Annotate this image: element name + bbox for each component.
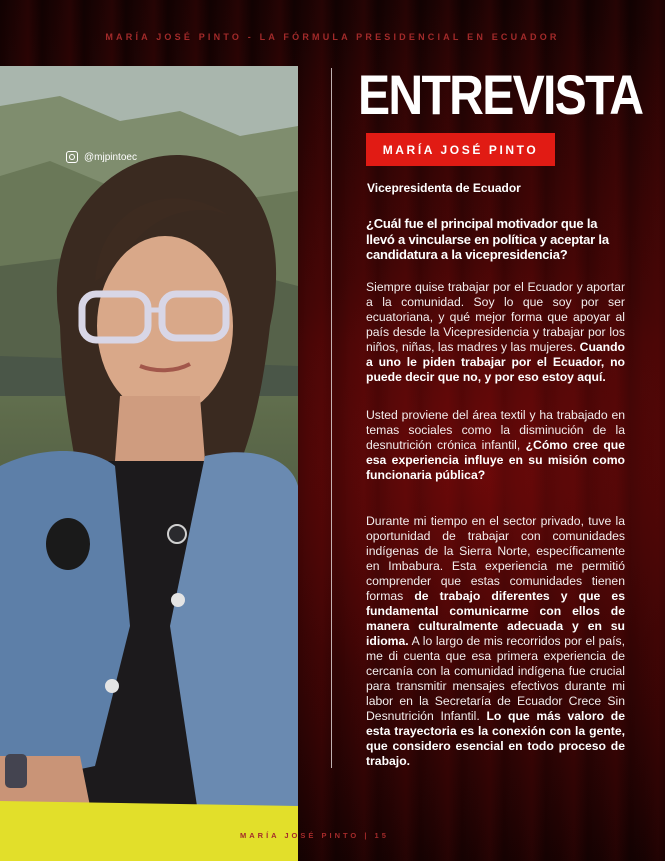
page-title: ENTREVISTA: [358, 63, 643, 126]
running-header: MARÍA JOSÉ PINTO - LA FÓRMULA PRESIDENCIAL EN ECUADOR: [105, 32, 560, 42]
instagram-icon: [66, 151, 78, 163]
portrait-photo: [0, 66, 298, 861]
vertical-divider: [331, 68, 332, 768]
answer-2-text-1: Durante mi tiempo en el sector privado, tuve la oportunidad de trabajar con comunidades indígenas de la Sierra Norte, específicamente en Imbabura. Esta experiencia me permitió comprender que estas comunidades tienen formas: [366, 514, 625, 603]
question-2-text: Usted proviene del área textil y ha trabajado en temas sociales como la disminución de la desnutrición crónica infantil,: [366, 408, 625, 452]
answer-1-bold: Cuando a uno le piden trabajar por el Ecuador, no puede decir que no, y por eso estoy aquí.: [366, 340, 625, 384]
role-subtitle: Vicepresidenta de Ecuador: [367, 181, 521, 195]
answer-2-bold-2: Lo que más valoro de esta trayectoria es la conexión con la gente, que considero esencial en todo proceso de trabajo.: [366, 709, 625, 768]
name-badge: MARÍA JOSÉ PINTO: [366, 133, 555, 166]
woman-figure: [0, 66, 298, 861]
question-1: ¿Cuál fue el principal motivador que la llevó a vincularse en política y aceptar la candidatura a la vicepresidencia?: [366, 216, 609, 262]
question-2: [366, 408, 625, 483]
answer-1-text: Siempre quise trabajar por el Ecuador y aportar a la comunidad. Soy lo que soy por ser ecuatoriana, y qué mejor forma que apoyar al país desde la Vicepresidencia y trabajar por los niños, niñas, las madres y las mujeres.: [366, 280, 625, 354]
page-footer: MARÍA JOSÉ PINTO | 15: [240, 831, 389, 840]
answer-2-bold-1: de trabajo diferentes y que es fundamental comunicarme con ellos de manera culturalmente adecuada y en su idioma.: [366, 589, 625, 648]
social-handle[interactable]: [66, 151, 137, 163]
answer-2-text-2: A lo largo de mis recorridos por el país, me di cuenta que esa primera experiencia de cercanía con la comunidad indígena fue crucial para transmitir mensajes efectivos durante mi labor en la Secretaría de Ecuador Crece Sin Desnutrición Infantil.: [366, 634, 625, 723]
social-handle-text: @mjpintoec: [84, 151, 137, 163]
answer-2: [366, 514, 625, 769]
answer-1: [366, 280, 625, 385]
question-2-bold: ¿Cómo cree que esa experiencia influye en su misión como funcionaria pública?: [366, 438, 625, 482]
